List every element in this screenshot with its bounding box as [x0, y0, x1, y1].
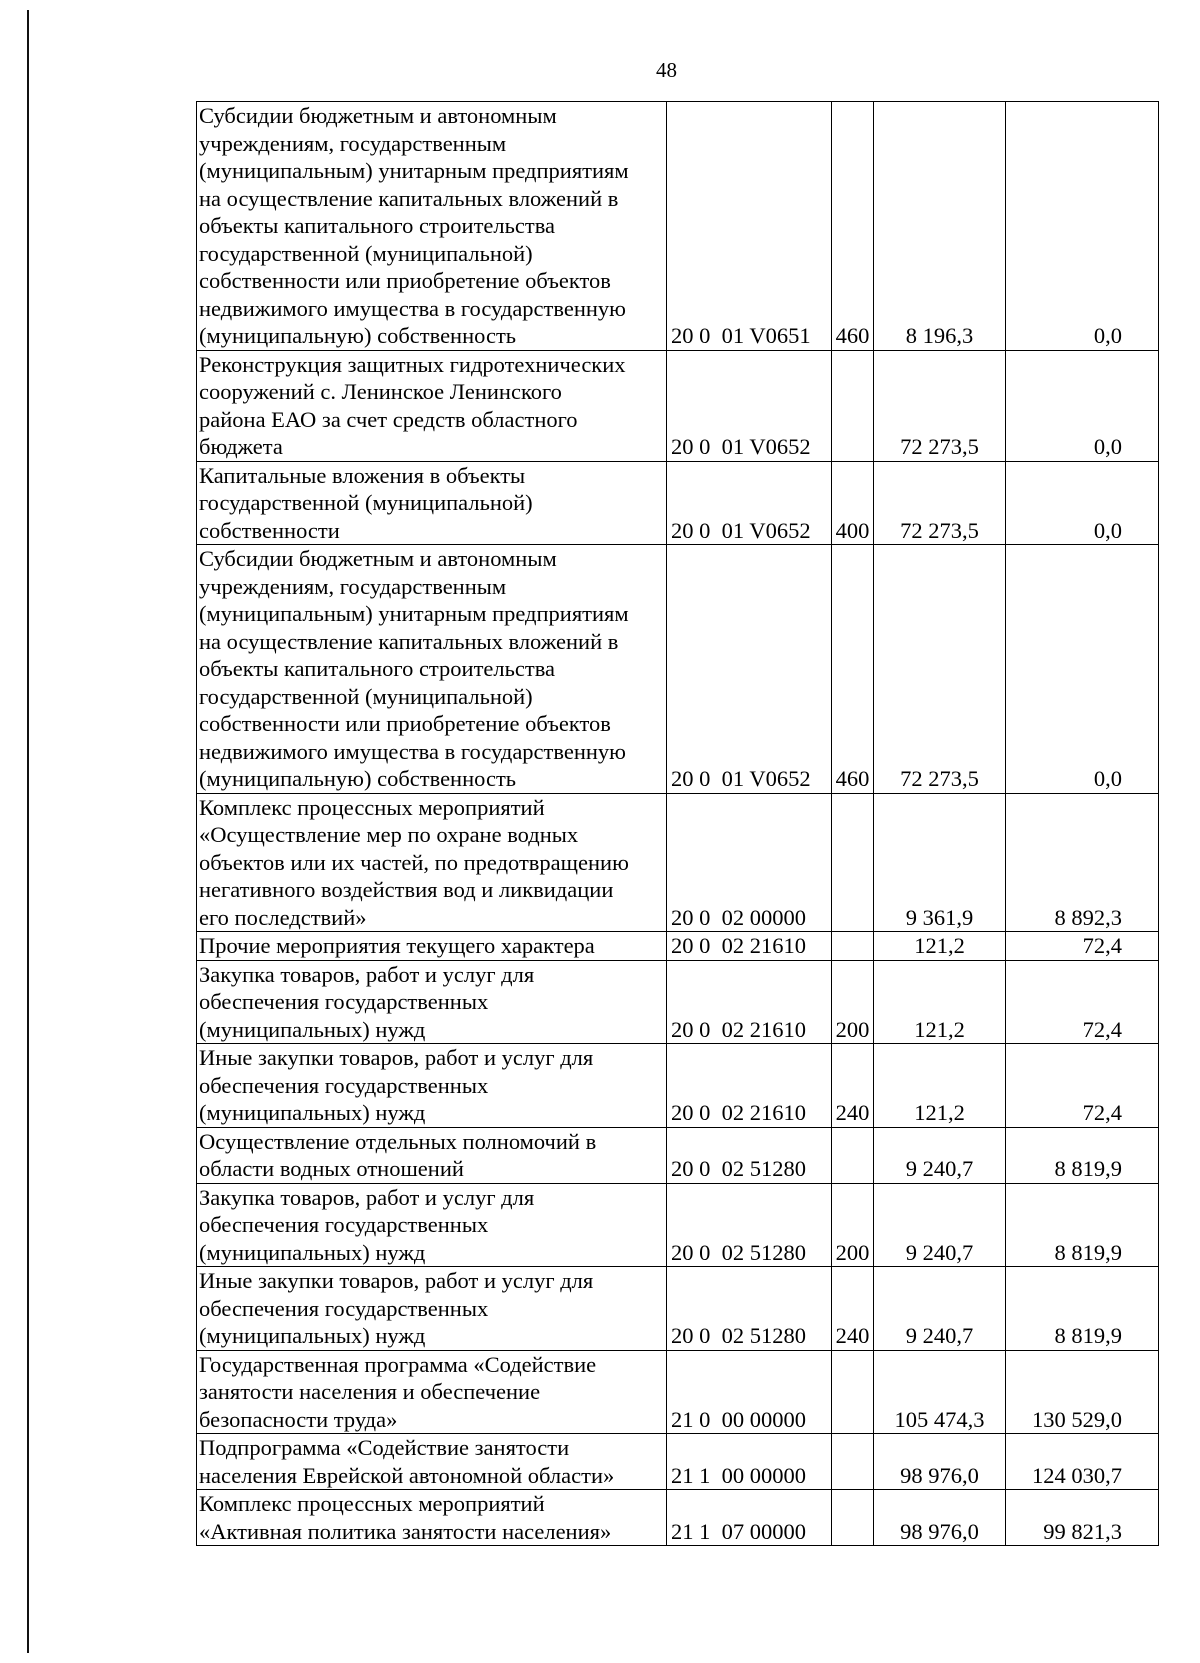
row-name-cell [197, 1127, 667, 1183]
row-name-cell [197, 545, 667, 794]
row-amount-2: 0,0 [1006, 350, 1159, 461]
row-name-cell [197, 932, 667, 961]
table-row [197, 545, 1159, 794]
row-expense-type: 240 [832, 1267, 874, 1351]
row-expense-type [832, 1350, 874, 1434]
table-row [197, 102, 1159, 351]
row-code: 20 0 02 21610 [667, 960, 832, 1044]
row-name: Закупка товаров, работ и услуг для обеспечения государственных (муниципальных) нужд [199, 961, 535, 1042]
row-amount-2: 124 030,7 [1006, 1434, 1159, 1490]
row-name: Закупка товаров, работ и услуг для обеспечения государственных (муниципальных) нужд [199, 1184, 535, 1265]
row-name: Комплекс процессных мероприятий «Осуществление мер по охране водных объектов или их частей, по предотвращению негативного воздействия вод и ликвидации его последствий» [199, 794, 629, 930]
row-expense-type [832, 350, 874, 461]
row-amount-2: 8 819,9 [1006, 1127, 1159, 1183]
row-code: 21 0 00 00000 [667, 1350, 832, 1434]
row-name: Иные закупки товаров, работ и услуг для обеспечения государственных (муниципальных) нужд [199, 1268, 594, 1348]
row-name-cell [197, 1434, 667, 1490]
row-amount-2: 8 819,9 [1006, 1267, 1159, 1351]
row-expense-type [832, 1434, 874, 1490]
row-amount-1: 121,2 [874, 960, 1006, 1044]
table-row [197, 793, 1159, 932]
row-name: Государственная программа «Содействие занятости населения и обеспечение безопасности труда» [199, 1351, 597, 1432]
row-amount-2: 99 821,3 [1006, 1490, 1159, 1546]
row-amount-2: 130 529,0 [1006, 1350, 1159, 1434]
row-amount-1: 9 240,7 [874, 1183, 1006, 1267]
row-amount-1: 72 273,5 [874, 350, 1006, 461]
table-row [197, 960, 1159, 1044]
row-name: Реконструкция защитных гидротехнических сооружений с. Ленинское Ленинского района ЕАО за счет средств областного бюджета [199, 351, 626, 459]
table-row [197, 1044, 1159, 1128]
row-expense-type: 240 [832, 1044, 874, 1128]
row-amount-1: 72 273,5 [874, 461, 1006, 545]
row-expense-type [832, 932, 874, 961]
table-row [197, 1127, 1159, 1183]
row-amount-2: 72,4 [1006, 932, 1159, 961]
row-amount-1: 8 196,3 [874, 102, 1006, 351]
table-row [197, 1434, 1159, 1490]
row-name: Субсидии бюджетным и автономным учреждениям, государственным (муниципальным) унитарным предприятиям на осуществление капитальных вложений в объекты капитального строительства государственной (муниципальной) собственности или приобретение объектов недвижимого имущества в государственную (муниципальную) собственность [199, 103, 629, 348]
row-expense-type [832, 793, 874, 932]
row-amount-2: 8 892,3 [1006, 793, 1159, 932]
row-name-cell [197, 793, 667, 932]
table-row [197, 350, 1159, 461]
page-number: 48 [656, 58, 677, 82]
row-name: Капитальные вложения в объекты государственной (муниципальной) собственности [199, 462, 533, 543]
row-code: 20 0 01 V0652 [667, 350, 832, 461]
row-amount-1: 121,2 [874, 932, 1006, 961]
row-name: Субсидии бюджетным и автономным учреждениям, государственным (муниципальным) унитарным предприятиям на осуществление капитальных вложений в объекты капитального строительства государственной (муниципальной) собственности или приобретение объектов недвижимого имущества в государственную (муниципальную) собственность [199, 546, 629, 791]
row-name-cell [197, 1350, 667, 1434]
row-amount-1: 9 240,7 [874, 1267, 1006, 1351]
row-amount-1: 9 240,7 [874, 1127, 1006, 1183]
row-name: Иные закупки товаров, работ и услуг для обеспечения государственных (муниципальных) нужд [199, 1045, 594, 1125]
row-amount-1: 105 474,3 [874, 1350, 1006, 1434]
row-amount-2: 0,0 [1006, 461, 1159, 545]
row-name-cell [197, 1267, 667, 1351]
table-body [197, 102, 1159, 1546]
scan-edge-line [27, 10, 29, 1653]
row-amount-1: 72 273,5 [874, 545, 1006, 794]
row-expense-type [832, 1490, 874, 1546]
row-expense-type: 400 [832, 461, 874, 545]
row-code: 20 0 02 51280 [667, 1267, 832, 1351]
row-name-cell [197, 1490, 667, 1546]
row-name-cell [197, 1044, 667, 1128]
row-code: 20 0 02 00000 [667, 793, 832, 932]
table-row [197, 932, 1159, 961]
row-amount-2: 0,0 [1006, 545, 1159, 794]
row-amount-1: 9 361,9 [874, 793, 1006, 932]
table-row [197, 1267, 1159, 1351]
row-code: 21 1 07 00000 [667, 1490, 832, 1546]
row-amount-1: 121,2 [874, 1044, 1006, 1128]
row-amount-2: 72,4 [1006, 1044, 1159, 1128]
row-code: 20 0 02 51280 [667, 1183, 832, 1267]
row-name: Комплекс процессных мероприятий «Активная политика занятости населения» [199, 1491, 612, 1544]
row-expense-type: 200 [832, 1183, 874, 1267]
row-code: 20 0 01 V0651 [667, 102, 832, 351]
row-amount-1: 98 976,0 [874, 1434, 1006, 1490]
row-code: 21 1 00 00000 [667, 1434, 832, 1490]
budget-table [196, 101, 1159, 1546]
row-name-cell [197, 350, 667, 461]
row-expense-type [832, 1127, 874, 1183]
table-row [197, 1350, 1159, 1434]
row-name: Прочие мероприятия текущего характера [199, 933, 595, 958]
row-amount-2: 0,0 [1006, 102, 1159, 351]
row-name: Осуществление отдельных полномочий в области водных отношений [199, 1128, 597, 1181]
table-row [197, 1490, 1159, 1546]
row-expense-type: 460 [832, 102, 874, 351]
row-expense-type: 200 [832, 960, 874, 1044]
row-name: Подпрограмма «Содействие занятости населения Еврейской автономной области» [199, 1435, 615, 1488]
row-expense-type: 460 [832, 545, 874, 794]
row-code: 20 0 02 51280 [667, 1127, 832, 1183]
table-row [197, 1183, 1159, 1267]
row-name-cell [197, 960, 667, 1044]
row-amount-1: 98 976,0 [874, 1490, 1006, 1546]
row-code: 20 0 02 21610 [667, 932, 832, 961]
row-name-cell [197, 461, 667, 545]
table-row [197, 461, 1159, 545]
row-code: 20 0 02 21610 [667, 1044, 832, 1128]
row-code: 20 0 01 V0652 [667, 461, 832, 545]
row-amount-2: 8 819,9 [1006, 1183, 1159, 1267]
row-code: 20 0 01 V0652 [667, 545, 832, 794]
row-name-cell [197, 102, 667, 351]
row-amount-2: 72,4 [1006, 960, 1159, 1044]
row-name-cell [197, 1183, 667, 1267]
